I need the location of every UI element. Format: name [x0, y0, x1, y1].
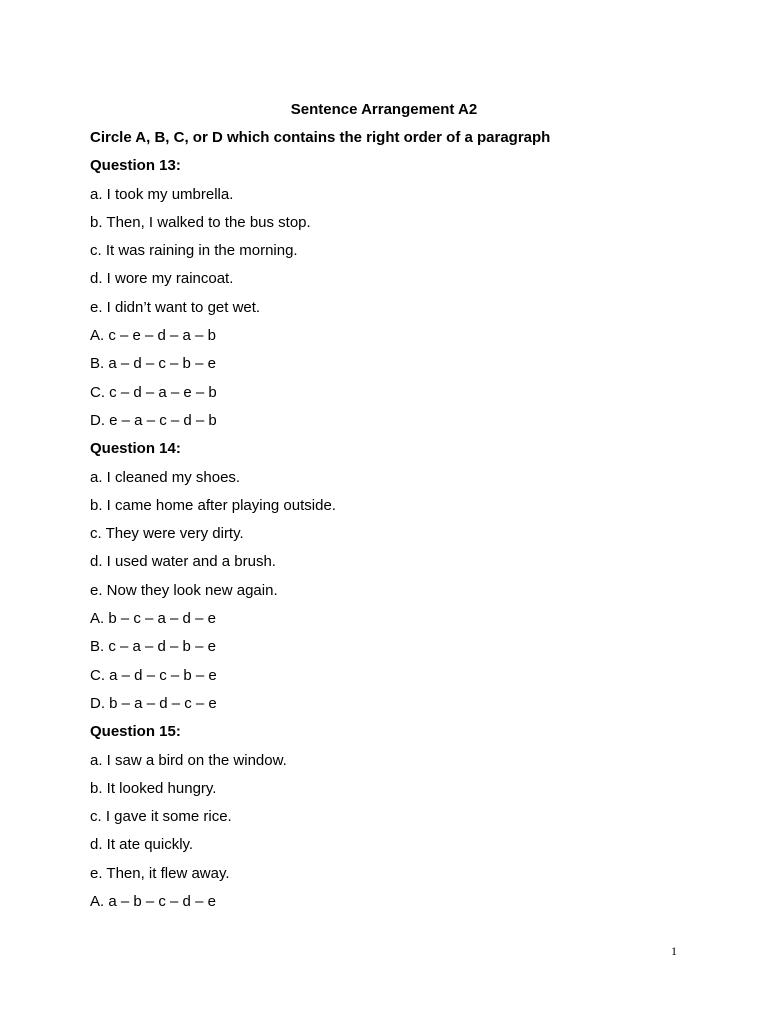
sentence-item: c. It was raining in the morning. — [90, 242, 298, 260]
answer-option: A. b – c – a – d – e — [90, 610, 216, 628]
instruction-text: Circle A, B, C, or D which contains the right order of a paragraph — [90, 129, 551, 146]
answer-option: B. a – d – c – b – e — [90, 355, 216, 373]
sentence-item: a. I cleaned my shoes. — [90, 468, 241, 486]
sentence-item: b. It looked hungry. — [90, 779, 217, 797]
question-heading: Question 15: — [90, 723, 181, 741]
answer-option: B. c – a – d – b – e — [90, 638, 216, 656]
sentence-item: c. I gave it some rice. — [90, 808, 232, 826]
page-number: 1 — [671, 944, 677, 958]
sentence-item: d. It ate quickly. — [90, 836, 194, 854]
answer-option: D. e – a – c – d – b — [90, 411, 217, 429]
answer-option: A. c – e – d – a – b — [90, 327, 216, 345]
sentence-item: b. Then, I walked to the bus stop. — [90, 213, 311, 231]
sentence-item: d. I wore my raincoat. — [90, 270, 234, 288]
answer-option: D. b – a – d – c – e — [90, 694, 217, 712]
question-heading: Question 14: — [90, 440, 181, 458]
sentence-item: a. I took my umbrella. — [90, 185, 234, 203]
sentence-item: e. Then, it flew away. — [90, 864, 230, 882]
sentence-item: a. I saw a bird on the window. — [90, 751, 287, 769]
worksheet-content — [90, 128, 710, 920]
answer-option: C. a – d – c – b – e — [90, 666, 217, 684]
page-title: Sentence Arrangement A2 — [290, 101, 478, 118]
question-15 — [90, 722, 710, 920]
sentence-item: e. Now they look new again. — [90, 581, 278, 599]
sentence-item: c. They were very dirty. — [90, 525, 244, 543]
question-14 — [90, 439, 710, 722]
question-13 — [90, 156, 710, 439]
sentence-item: d. I used water and a brush. — [90, 553, 276, 571]
sentence-item: e. I didn’t want to get wet. — [90, 298, 261, 316]
sentence-item: b. I came home after playing outside. — [90, 496, 336, 514]
question-heading: Question 13: — [90, 157, 181, 175]
answer-option: C. c – d – a – e – b — [90, 383, 217, 401]
answer-option: A. a – b – c – d – e — [90, 893, 216, 911]
